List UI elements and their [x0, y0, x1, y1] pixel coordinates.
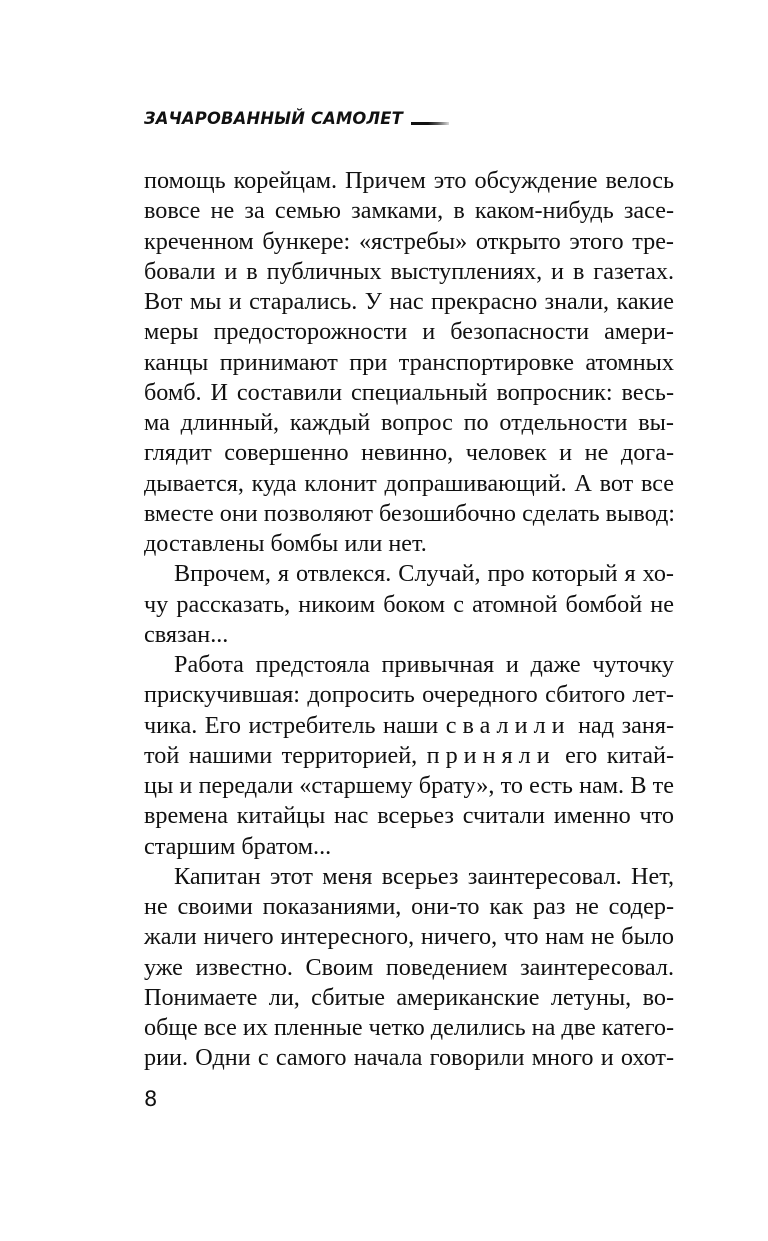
paragraph-start-line: Работа предстояла привычная и даже чуточку: [174, 651, 674, 678]
running-header-title: ЗАЧАРОВАННЫЙ САМОЛЕТ: [144, 109, 403, 129]
text-line: меры предосторожности и безопасности амери-: [144, 318, 674, 346]
text-line: бомб. И составили специальный вопросник: весь-: [144, 378, 674, 406]
text-line: рии. Одни с самого начала говорили много и охот-: [144, 1044, 674, 1072]
line-text-before: чика. Его истребитель наши: [144, 711, 446, 739]
text-line: бовали и в публичных выступлениях, и в газетах.: [144, 257, 674, 285]
text-line-with-emphasis: [144, 741, 674, 771]
text-line: обще все их пленные четко делились на две катего-: [144, 1014, 675, 1041]
paragraph-start-line: Капитан этот меня всерьез заинтересовал. Нет,: [174, 862, 674, 890]
line-text-after: его китай-: [555, 741, 674, 769]
text-line: глядит совершенно невинно, человек и не дога-: [144, 439, 674, 467]
line-text-after: над заня-: [570, 711, 674, 739]
spaced-emphasis: свалили: [445, 711, 571, 739]
text-line: креченном бункере: «ястребы» открыто этого тре-: [144, 227, 674, 255]
text-line: связан...: [144, 620, 229, 648]
text-line: помощь корейцам. Причем это обсуждение велось: [144, 167, 674, 194]
text-line: канцы принимают при транспортировке атомных: [144, 348, 674, 376]
body-text: [144, 166, 674, 1074]
paragraph-start-line: Впрочем, я отвлекся. Случай, про который я хо-: [174, 560, 674, 588]
running-header: [144, 109, 449, 129]
text-line: доставлены бомбы или нет.: [144, 530, 427, 557]
text-line: дывается, куда клонит допрашивающий. А вот все: [144, 469, 674, 497]
text-line: времена китайцы нас всерьез считали именно что: [144, 802, 674, 830]
text-line: старшим братом...: [144, 832, 332, 860]
text-line: Понимаете ли, сбитые американские летуны, во-: [144, 983, 674, 1011]
text-line: вовсе не за семью замками, в каком-нибудь засе-: [144, 197, 674, 225]
text-line: чу рассказать, никоим боком с атомной бомбой не: [144, 590, 674, 618]
text-line-with-emphasis: [144, 711, 674, 741]
text-line: Вот мы и старались. У нас прекрасно знали, какие: [144, 288, 674, 315]
line-text-before: той нашими территорией,: [144, 741, 427, 769]
text-line: жали ничего интересного, ничего, что нам не было: [144, 923, 674, 951]
spaced-emphasis: приняли: [426, 741, 556, 769]
text-line: прискучившая: допросить очередного сбитого лет-: [144, 681, 674, 709]
header-rule: [411, 122, 449, 125]
text-line: вместе они позволяют безошибочно сделать вывод:: [144, 499, 676, 527]
text-line: уже известно. Своим поведением заинтересовал.: [144, 953, 674, 981]
page-number: 8: [144, 1087, 158, 1111]
text-line: ма длинный, каждый вопрос по отдельности вы-: [144, 409, 674, 436]
text-line: не своими показаниями, они-то как раз не содер-: [144, 893, 674, 920]
text-line: цы и передали «старшему брату», то есть нам. В те: [144, 772, 674, 799]
